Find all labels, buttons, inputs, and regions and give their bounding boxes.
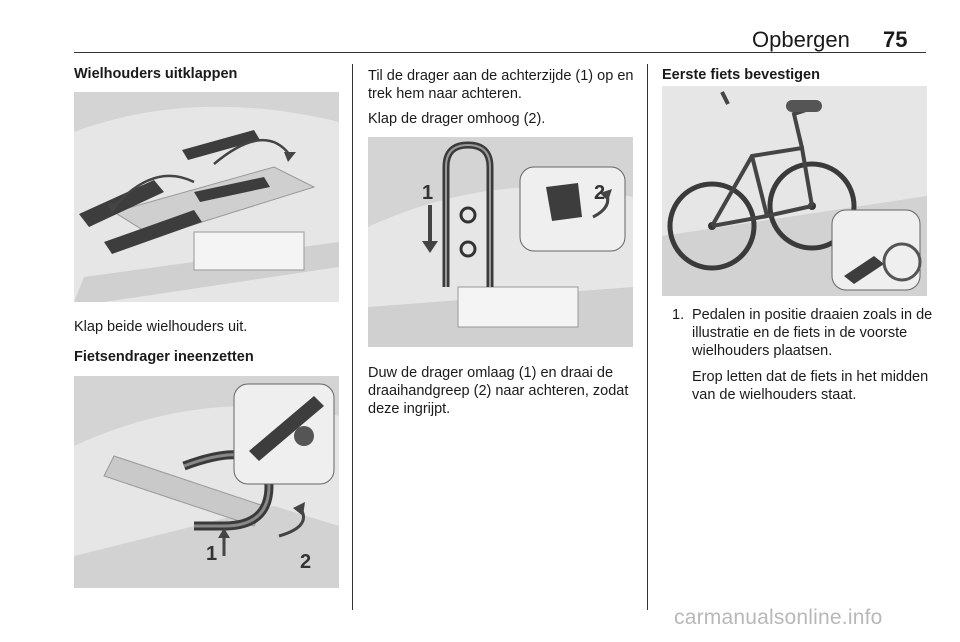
list-item-text: Pedalen in positie draaien zoals in de illustratie en de fiets in de voorste wielhouders plaatsen. [692,307,933,359]
section-heading-fold-out: Wielhouders uitklappen [74,66,238,82]
illustration-attach-first-bike [662,86,927,296]
section-heading-first-bike: Eerste fiets bevestigen [662,67,820,83]
list-item-number: 1. [672,307,685,323]
list-item-note: Erop letten dat de fiets in het midden van de wielhouders staat. [692,369,929,403]
illustration-push-carrier-down [368,137,633,347]
watermark-text: carmanualsonline.info [674,606,883,629]
body-text-lift-carrier: Til de drager aan de achterzijde (1) op en trek hem naar achteren. [368,68,634,102]
page-number: 75 [883,27,908,52]
illustration-fold-in-carrier [74,376,339,588]
page-header-title: Opbergen [752,27,850,52]
header-rule [74,52,926,53]
figure-callout-1: 1 [422,182,434,204]
illustration-fold-out-wheel-holders [74,92,339,302]
figure-callout-2: 2 [300,551,312,573]
body-text-push-carrier-down: Duw de drager omlaag (1) en draai de draaihandgreep (2) naar achteren, zodat deze ingrijpt. [368,365,629,417]
list-item-1 [672,306,932,456]
column-divider-2 [647,64,648,610]
body-text-fold-out: Klap beide wielhouders uit. [74,319,248,335]
section-heading-fold-in: Fietsendrager ineenzetten [74,349,254,365]
column-divider-1 [352,64,353,610]
figure-callout-1: 1 [206,543,218,565]
figure-callout-2: 2 [594,182,606,204]
body-text-fold-up: Klap de drager omhoog (2). [368,111,546,127]
